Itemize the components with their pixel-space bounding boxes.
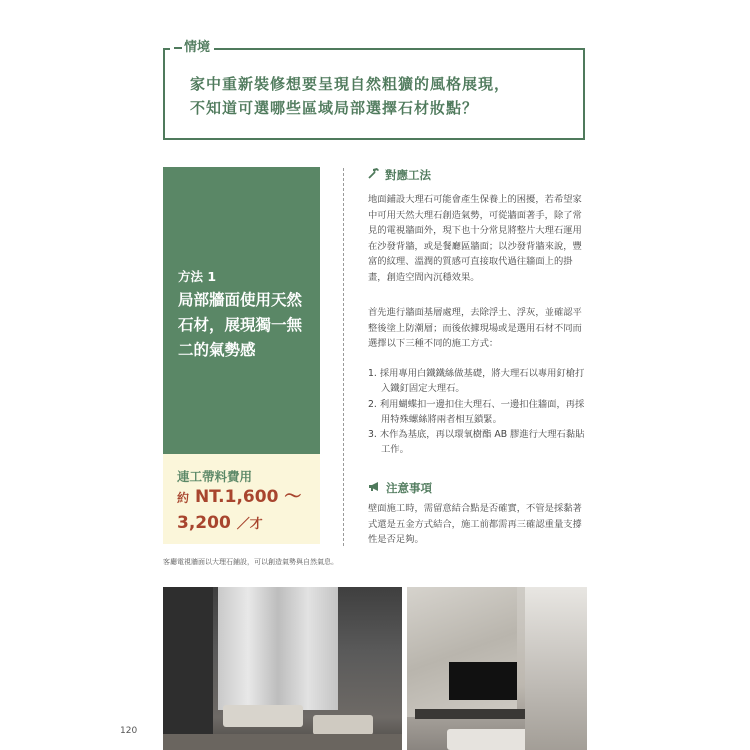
- method-number: 方法 1: [178, 269, 217, 284]
- scenario-question-line2: 不知道可選哪些區域局部選擇石材妝點？: [190, 99, 479, 117]
- column-divider: [343, 168, 344, 546]
- notes-heading: [368, 480, 432, 496]
- cost-price-line2: 3,200: [177, 513, 231, 533]
- floor: [163, 734, 402, 750]
- marble-wall-photo: [407, 587, 587, 750]
- sofa: [223, 705, 303, 727]
- photo-caption: 客廳電視牆面以大理石鋪設，可以創造氣勢與自然氣息。: [163, 558, 338, 566]
- scenario-tag-label: 情境: [184, 40, 211, 55]
- list-item: 1. 採用專用白鐵鐵絲做基礎，將大理石以專用釘槍打入鐵釘固定大理石。: [368, 368, 585, 395]
- scenario-question: [190, 72, 510, 120]
- approach-paragraph-1: 地面鋪設大理石可能會產生保養上的困擾，若希望家中可用天然大理石創造氣勢，可從牆面著手，除了常見的電視牆面外，現下也十分常見將整片大理石運用在沙發背牆，或是餐廳區牆面；以沙發背牆來說，豐富的紋理、溫潤的質感可直接取代過往牆面上的掛畫，創造空間內沉穩效果。: [368, 194, 582, 283]
- cost-price: [177, 485, 301, 537]
- page-number: 120: [120, 726, 138, 736]
- cost-label: 連工帶料費用: [177, 469, 253, 484]
- sofa: [313, 715, 373, 735]
- method-title-line1: 局部牆面使用天然: [178, 291, 303, 309]
- cost-unit: ／才: [236, 517, 263, 532]
- approach-heading: [368, 167, 431, 183]
- room-space: [525, 587, 587, 750]
- method-title: [178, 288, 302, 363]
- method-title-line2: 石材，展現獨一無: [178, 316, 303, 334]
- living-room-photo: [163, 587, 402, 750]
- megaphone-icon: [368, 481, 381, 495]
- hammer-icon: [368, 167, 380, 182]
- steps-list: [368, 366, 587, 458]
- notes-heading-label: 注意事項: [386, 481, 432, 495]
- cost-prefix: 約: [177, 491, 190, 505]
- list-item: 3. 木作為基底，再以環氧樹酯 AB 膠進行大理石黏貼工作。: [368, 429, 585, 456]
- list-item: 2. 利用蝴蝶扣一邊扣住大理石、一邊扣住牆面，再採用特殊螺絲將兩者相互鎖緊。: [368, 398, 585, 425]
- cost-price-line1: NT.1,600 ～: [194, 487, 302, 507]
- scenario-question-line1: 家中重新裝修想要呈現自然粗獷的風格展現，: [190, 75, 511, 93]
- tag-dash: [174, 47, 182, 49]
- curtain: [218, 587, 338, 710]
- approach-heading-label: 對應工法: [385, 168, 431, 182]
- tv: [449, 662, 517, 700]
- approach-paragraph-2: 首先進行牆面基層處理，去除浮土、浮灰，並確認平整後塗上防潮層；而後依據現場或是選用石材不同而選擇以下三種不同的施工方式：: [368, 307, 582, 349]
- scenario-tag: [170, 40, 214, 56]
- method-title-line3: 二的氣勢感: [178, 341, 256, 359]
- notes-paragraph: 壁面施工時，需留意結合點是否確實，不管是採黏著式還是五金方式結合，施工前都需再三確認重量支撐性是否足夠。: [368, 503, 582, 545]
- dark-wall: [163, 587, 213, 750]
